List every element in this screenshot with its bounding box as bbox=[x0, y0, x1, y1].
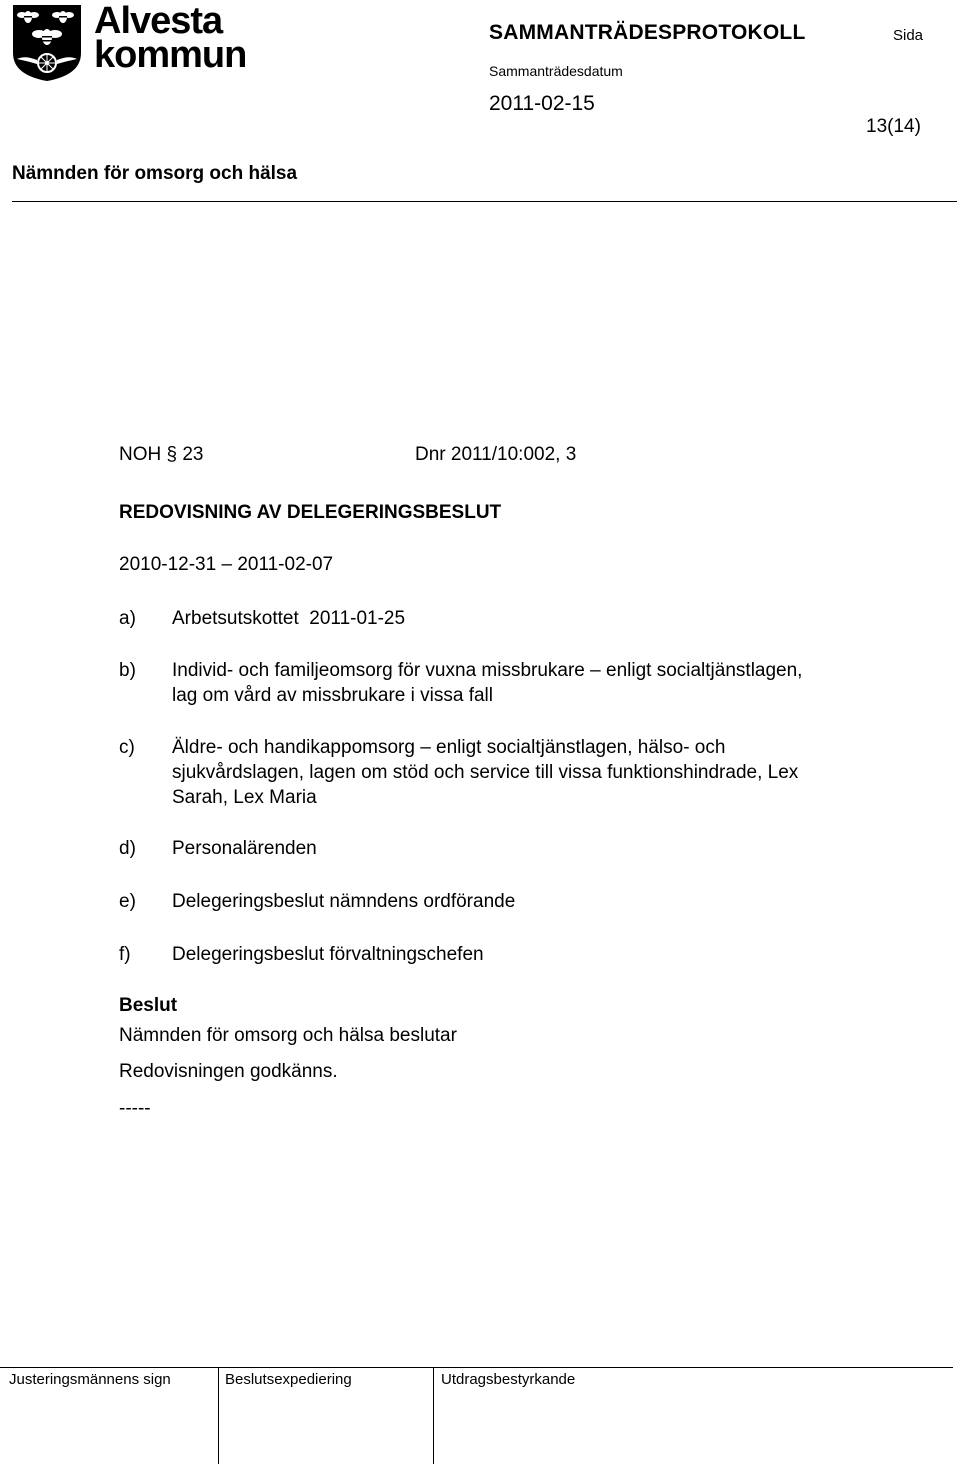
list-item-letter: c) bbox=[119, 737, 135, 758]
list-item-text bbox=[172, 658, 802, 708]
list-item-text bbox=[172, 735, 798, 810]
decision-heading: Beslut bbox=[119, 995, 178, 1016]
footer-certification-label: Utdragsbestyrkande bbox=[441, 1371, 576, 1388]
list-item-line: lag om vård av missbrukare i vissa fall bbox=[172, 685, 493, 706]
list-item-text bbox=[172, 836, 317, 861]
list-item-letter: b) bbox=[119, 660, 136, 681]
logo-line-2: kommun bbox=[94, 34, 247, 76]
list-item-line: sjukvårdslagen, lagen om stöd och service till vissa funktionshindrade, Lex bbox=[172, 762, 799, 783]
footer-signature-label: Justeringsmännens sign bbox=[9, 1371, 171, 1388]
page-label: Sida bbox=[893, 27, 924, 44]
logo-line-1: Alvesta bbox=[94, 0, 223, 42]
list-item-line: Arbetsutskottet 2011-01-25 bbox=[172, 608, 406, 629]
list-item-line: Sarah, Lex Maria bbox=[172, 787, 317, 808]
end-marker: ----- bbox=[119, 1098, 151, 1119]
footer-dispatch-label: Beslutsexpediering bbox=[225, 1371, 352, 1388]
meeting-date-label: Sammanträdesdatum bbox=[489, 63, 623, 79]
coat-of-arms-icon bbox=[11, 3, 83, 83]
list-item-line: Äldre- och handikappomsorg – enligt socialtjänstlagen, hälso- och bbox=[172, 737, 726, 758]
list-item-letter: d) bbox=[119, 838, 136, 859]
logo-wordmark bbox=[94, 0, 247, 76]
case-heading: REDOVISNING AV DELEGERINGSBESLUT bbox=[119, 502, 502, 523]
case-number: NOH § 23 bbox=[119, 444, 204, 465]
department-name: Nämnden för omsorg och hälsa bbox=[12, 163, 298, 184]
list-item-letter: a) bbox=[119, 608, 136, 629]
footer-divider bbox=[0, 1367, 953, 1368]
meeting-date: 2011-02-15 bbox=[489, 92, 595, 115]
list-item-letter: e) bbox=[119, 891, 136, 912]
list-item-line: Individ- och familjeomsorg för vuxna missbrukare – enligt socialtjänstlagen, bbox=[172, 660, 803, 681]
page-number: 13(14) bbox=[866, 116, 921, 137]
list-item-line: Delegeringsbeslut förvaltningschefen bbox=[172, 944, 484, 965]
report-period: 2010-12-31 – 2011-02-07 bbox=[119, 554, 334, 575]
list-item-text bbox=[172, 889, 515, 914]
footer-column-separator bbox=[433, 1367, 434, 1464]
decision-result: Redovisningen godkänns. bbox=[119, 1061, 338, 1082]
decision-text: Nämnden för omsorg och hälsa beslutar bbox=[119, 1025, 457, 1046]
list-item-text bbox=[172, 942, 484, 967]
footer-column-separator bbox=[218, 1367, 219, 1464]
list-item-line: Personalärenden bbox=[172, 838, 317, 859]
document-title: SAMMANTRÄDESPROTOKOLL bbox=[489, 21, 806, 44]
list-item-text bbox=[172, 606, 405, 631]
list-item-letter: f) bbox=[119, 944, 131, 965]
header-divider bbox=[12, 201, 957, 202]
diary-number: Dnr 2011/10:002, 3 bbox=[415, 444, 577, 465]
list-item-line: Delegeringsbeslut nämndens ordförande bbox=[172, 891, 516, 912]
